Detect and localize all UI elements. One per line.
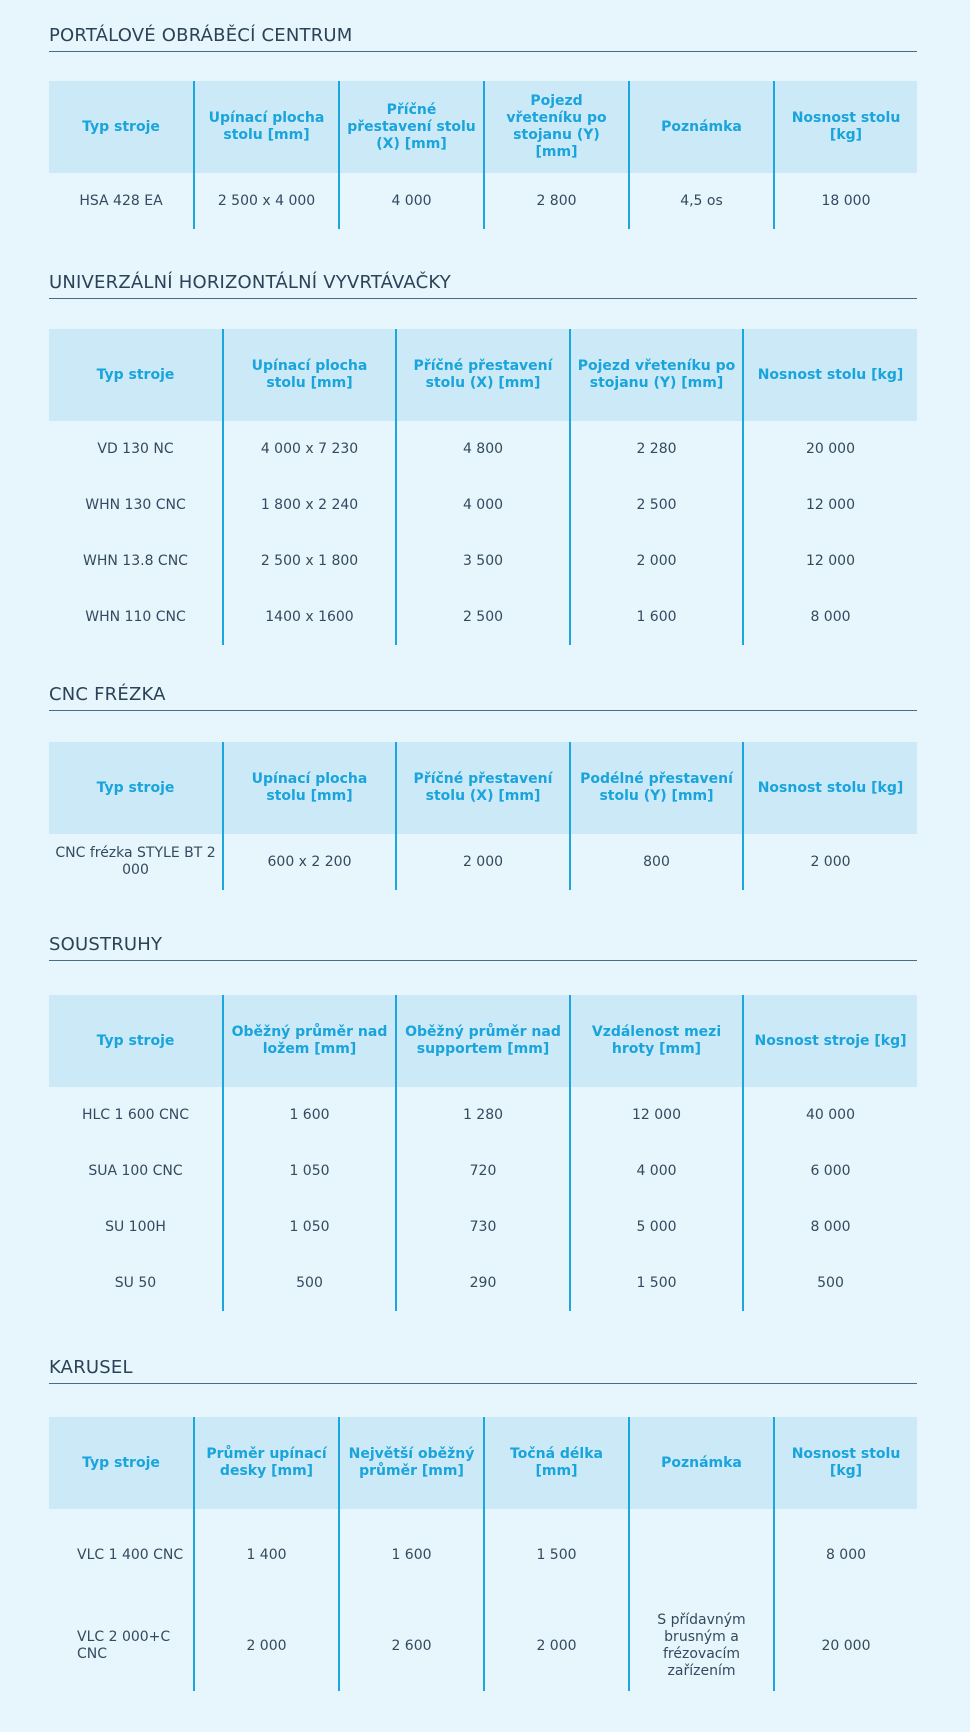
header-cell: Příčné přestavení stolu (X) [mm] (396, 329, 570, 421)
table-cell: 2 500 (570, 477, 743, 533)
table-cell: 2 000 (396, 834, 570, 890)
table-cell: WHN 13.8 CNC (83, 552, 188, 569)
table-cell: 1 400 (194, 1509, 339, 1601)
spec-table-frezka (49, 742, 917, 890)
table-cell: 1 500 (484, 1509, 629, 1601)
table-cell: 2 800 (484, 173, 629, 229)
table-cell: 12 000 (743, 533, 917, 589)
table-cell: 1 800 x 2 240 (223, 477, 396, 533)
table-cell: CNC frézka STYLE BT 2 000 (55, 845, 216, 878)
table-cell: 1400 x 1600 (223, 589, 396, 645)
header-cell: Nosnost stroje [kg] (743, 995, 917, 1087)
table-cell: SU 50 (114, 1274, 157, 1291)
table-row (49, 589, 917, 645)
section-title: CNC FRÉZKA (49, 683, 917, 711)
table-cell: VLC 1 400 CNC (77, 1546, 184, 1563)
table-cell: 2 500 (396, 589, 570, 645)
table-row (49, 173, 917, 229)
header-cell: Příčné přestavení stolu (X) [mm] (339, 81, 484, 173)
table-cell: 3 500 (396, 533, 570, 589)
table-cell: SUA 100 CNC (88, 1162, 183, 1179)
table-cell: 2 000 (743, 834, 917, 890)
table-cell: 1 600 (570, 589, 743, 645)
table-cell: WHN 130 CNC (85, 496, 186, 513)
table-cell: 40 000 (743, 1087, 917, 1143)
header-cell: Pojezd vřeteníku po stojanu (Y) [mm] (570, 329, 743, 421)
header-cell: Nosnost stolu [kg] (743, 742, 917, 834)
spec-table-karusel (49, 1417, 917, 1691)
header-cell: Příčné přestavení stolu (X) [mm] (396, 742, 570, 834)
table-cell: 2 000 (570, 533, 743, 589)
table-cell: 290 (396, 1255, 570, 1311)
table-row (49, 1601, 917, 1691)
table-cell: VLC 2 000+C CNC (77, 1629, 171, 1662)
table-cell: 4 000 (570, 1143, 743, 1199)
header-cell: Průměr upínací desky [mm] (194, 1417, 339, 1509)
spec-table-portalove (49, 81, 917, 229)
table-cell (629, 1509, 774, 1601)
header-cell: Nosnost stolu [kg] (774, 1417, 917, 1509)
section-frezka (49, 683, 917, 878)
table-row (49, 1143, 917, 1199)
table-cell: WHN 110 CNC (85, 608, 186, 625)
table-row (49, 1199, 917, 1255)
header-cell: Typ stroje (49, 995, 223, 1087)
table-cell: 20 000 (743, 421, 917, 477)
table-cell: 4 000 x 7 230 (223, 421, 396, 477)
header-cell: Největší oběžný průměr [mm] (339, 1417, 484, 1509)
spec-table-soustruhy (49, 995, 917, 1311)
table-row (49, 477, 917, 533)
table-row (49, 533, 917, 589)
table-cell: 2 500 x 1 800 (223, 533, 396, 589)
table-cell: 500 (223, 1255, 396, 1311)
table-cell: 2 280 (570, 421, 743, 477)
table-cell: 1 050 (223, 1143, 396, 1199)
header-cell: Pojezd vřeteníku po stojanu (Y) [mm] (484, 81, 629, 173)
header-cell: Oběžný průměr nad supportem [mm] (396, 995, 570, 1087)
table-cell: 2 000 (194, 1601, 339, 1691)
table-cell: 8 000 (774, 1509, 917, 1601)
header-cell: Typ stroje (49, 1417, 194, 1509)
table-row (49, 1255, 917, 1311)
table-cell: 800 (570, 834, 743, 890)
section-karusel (49, 1356, 917, 1679)
table-cell: 6 000 (743, 1143, 917, 1199)
table-cell: 18 000 (774, 173, 917, 229)
header-cell: Upínací plocha stolu [mm] (194, 81, 339, 173)
header-cell: Upínací plocha stolu [mm] (223, 742, 396, 834)
header-row (49, 1417, 917, 1509)
table-cell: 2 500 x 4 000 (194, 173, 339, 229)
table-cell: 4,5 os (629, 173, 774, 229)
section-title: UNIVERZÁLNÍ HORIZONTÁLNÍ VYVRTÁVAČKY (49, 271, 917, 299)
table-cell: 600 x 2 200 (223, 834, 396, 890)
table-cell: 1 050 (223, 1199, 396, 1255)
table-cell: 2 600 (339, 1601, 484, 1691)
table-row (49, 834, 917, 890)
header-cell: Poznámka (629, 1417, 774, 1509)
table-cell: 4 800 (396, 421, 570, 477)
table-cell: 20 000 (774, 1601, 917, 1691)
header-row (49, 329, 917, 421)
table-cell: 4 000 (339, 173, 484, 229)
header-cell: Podélné přestavení stolu (Y) [mm] (570, 742, 743, 834)
table-cell: 730 (396, 1199, 570, 1255)
table-row (49, 1087, 917, 1143)
table-cell: HLC 1 600 CNC (81, 1106, 190, 1123)
header-cell: Nosnost stolu [kg] (743, 329, 917, 421)
table-row (49, 1509, 917, 1601)
section-soustruhy (49, 933, 917, 1291)
table-cell: 12 000 (570, 1087, 743, 1143)
section-title: SOUSTRUHY (49, 933, 917, 961)
table-cell: 1 600 (339, 1509, 484, 1601)
header-cell: Typ stroje (49, 742, 223, 834)
header-row (49, 742, 917, 834)
header-row (49, 995, 917, 1087)
table-cell: 720 (396, 1143, 570, 1199)
table-cell: 1 500 (570, 1255, 743, 1311)
section-portalove (49, 24, 917, 209)
table-cell: SU 100H (105, 1218, 166, 1235)
header-cell: Poznámka (629, 81, 774, 173)
header-cell: Nosnost stolu [kg] (774, 81, 917, 173)
table-row (49, 421, 917, 477)
header-cell: Oběžný průměr nad ložem [mm] (223, 995, 396, 1087)
header-cell: Upínací plocha stolu [mm] (223, 329, 396, 421)
header-row (49, 81, 917, 173)
header-cell: Točná délka [mm] (484, 1417, 629, 1509)
header-cell: Typ stroje (49, 329, 223, 421)
table-cell: HSA 428 EA (79, 192, 163, 209)
table-cell: VD 130 NC (97, 440, 174, 457)
table-cell: 1 280 (396, 1087, 570, 1143)
table-cell: 500 (743, 1255, 917, 1311)
table-cell: 5 000 (570, 1199, 743, 1255)
table-cell: 4 000 (396, 477, 570, 533)
header-cell: Typ stroje (49, 81, 194, 173)
table-cell: S přídavným brusným a frézovacím zařízením (629, 1601, 774, 1691)
section-title: KARUSEL (49, 1356, 917, 1384)
section-title: PORTÁLOVÉ OBRÁBĚCÍ CENTRUM (49, 24, 917, 52)
table-cell: 12 000 (743, 477, 917, 533)
table-cell: 1 600 (223, 1087, 396, 1143)
table-cell: 8 000 (743, 589, 917, 645)
spec-table-vyvrtavacky (49, 329, 917, 645)
header-cell: Vzdálenost mezi hroty [mm] (570, 995, 743, 1087)
table-cell: 8 000 (743, 1199, 917, 1255)
table-cell: 2 000 (484, 1601, 629, 1691)
section-vyvrtavacky (49, 271, 917, 625)
